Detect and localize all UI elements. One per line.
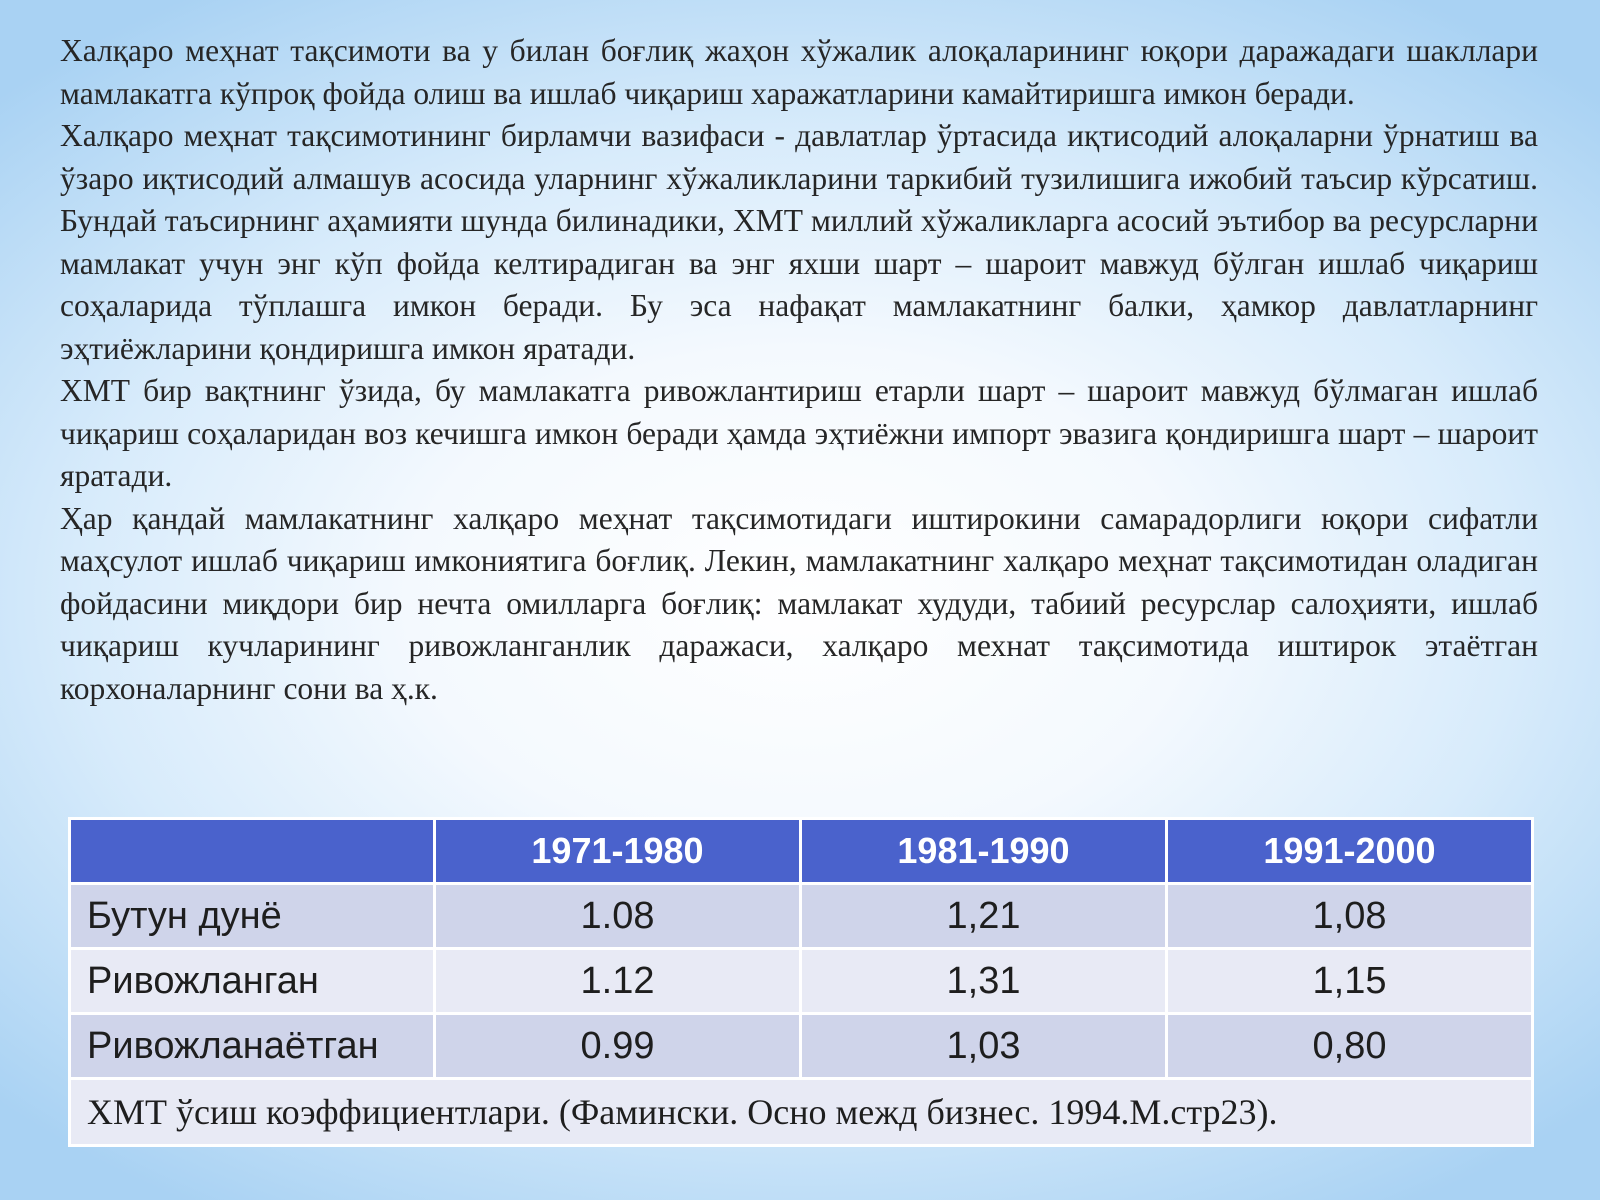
paragraph-1: Халқаро меҳнат тақсимоти ва у билан боғлиқ жаҳон хўжалик алоқаларининг юқори даражадаги шакллари мамлакатга кўпроқ фойда олиш ва ишлаб чиқариш харажатларини камайтиришга имкон беради. [60, 33, 1538, 111]
table-cell: 1,08 [1167, 884, 1533, 949]
table-note-row [70, 1079, 1533, 1146]
table-row-world [70, 884, 1533, 949]
table-source-note: ХМТ ўсиш коэффициентлари. (Фамински. Осно межд бизнес. 1994.М.стр23). [70, 1079, 1533, 1146]
paragraph-2: Халқаро меҳнат тақсимотининг бирламчи вазифаси - давлатлар ўртасида иқтисодий алоқаларни ўрнатиш ва ўзаро иқтисодий алмашув асосида уларнинг хўжаликларини таркибий тузилишига ижобий таъсир кўрсатиш. Бундай таъсирнинг аҳамияти шунда билинадики, ХМТ миллий хўжаликларга асосий эътибор ва ресурсларни мамлакат учун энг кўп фойда келтирадиган ва энг яхши шарт – шароит мавжуд бўлган ишлаб чиқариш соҳаларида тўплашга имкон беради. Бу эса нафақат мамлакатнинг балки, ҳамкор давлатларнинг эҳтиёжларини қондиришга имкон яратади. [60, 118, 1538, 366]
paragraph-4: Ҳар қандай мамлакатнинг халқаро меҳнат тақсимотидаги иштирокини самарадорлиги юқори сифатли маҳсулот ишлаб чиқариш имкониятига боғлиқ. Лекин, мамлакатнинг халқаро меҳнат тақсимотидан оладиган фойдасини миқдори бир нечта омилларга боғлиқ: мамлакат худуди, табиий ресурслар салоҳияти, ишлаб чиқариш кучларининг ривожланганлик даражаси, халқаро мехнат тақсимотида иштирок этаётган корхоналарнинг сони ва ҳ.к. [60, 500, 1538, 706]
header-period-1981-1990: 1981-1990 [801, 819, 1167, 884]
header-empty-cell [70, 819, 435, 884]
table-cell: 1,21 [801, 884, 1167, 949]
row-label: Ривожланаётган [70, 1014, 435, 1079]
table-row-developing [70, 1014, 1533, 1079]
table-header-row [70, 819, 1533, 884]
table-cell: 1,15 [1167, 949, 1533, 1014]
table-row-developed [70, 949, 1533, 1014]
table-cell: 1,03 [801, 1014, 1167, 1079]
growth-coefficients-table [68, 817, 1534, 1147]
table-cell: 1.12 [435, 949, 801, 1014]
header-period-1991-2000: 1991-2000 [1167, 819, 1533, 884]
table-cell: 0.99 [435, 1014, 801, 1079]
row-label: Бутун дунё [70, 884, 435, 949]
paragraph-3: ХМТ бир вақтнинг ўзида, бу мамлакатга ривожлантириш етарли шарт – шароит мавжуд бўлмаган ишлаб чиқариш соҳаларидан воз кечишга имкон беради ҳамда эҳтиёжни импорт эвазига қондиришга шарт – шароит яратади. [60, 373, 1538, 493]
table-cell: 0,80 [1167, 1014, 1533, 1079]
table-cell: 1.08 [435, 884, 801, 949]
header-period-1971-1980: 1971-1980 [435, 819, 801, 884]
row-label: Ривожланган [70, 949, 435, 1014]
table-cell: 1,31 [801, 949, 1167, 1014]
body-text [60, 30, 1538, 710]
